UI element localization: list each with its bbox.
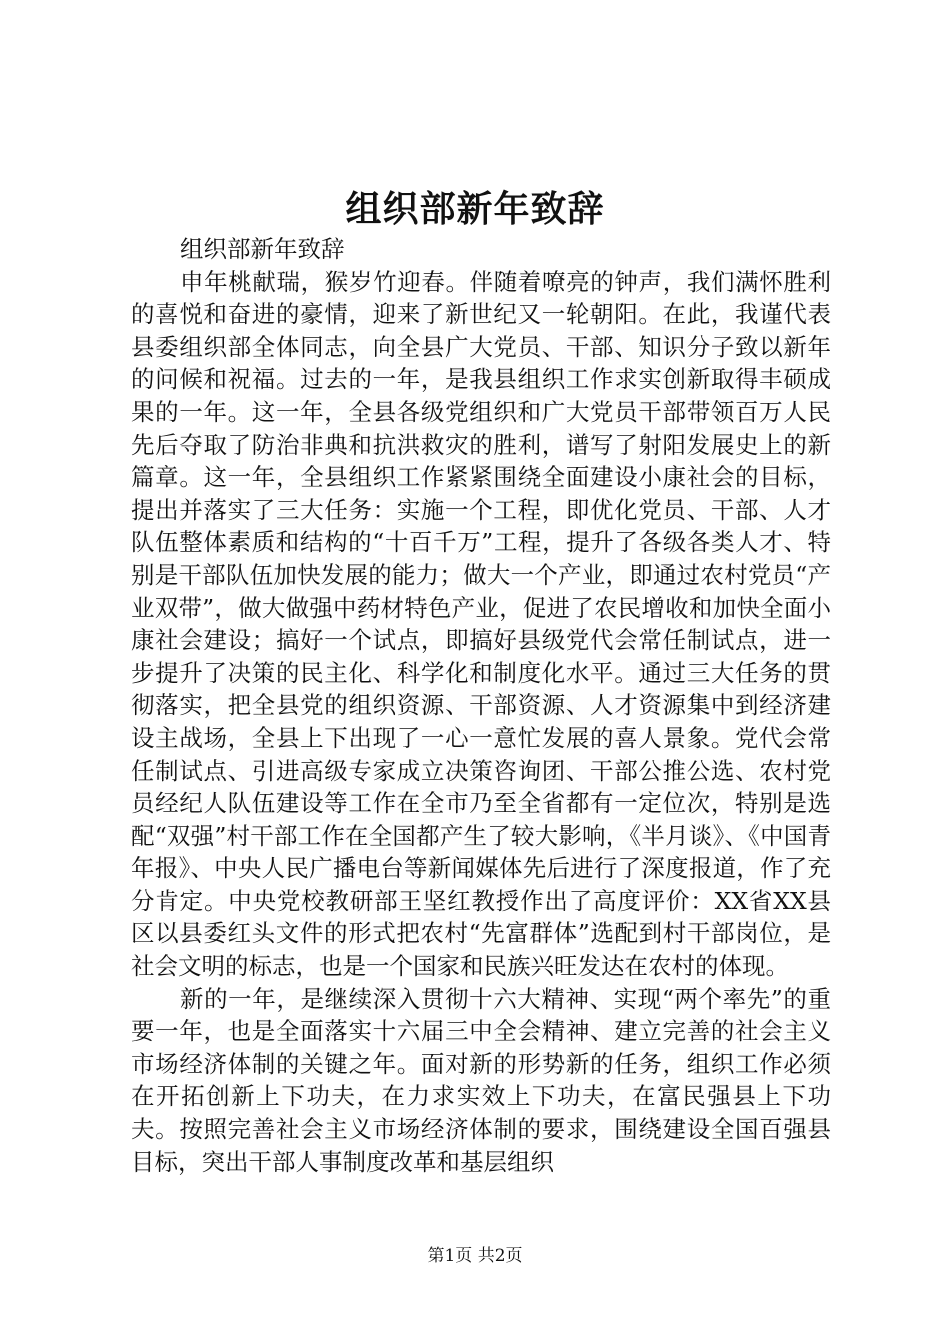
paragraph-2: 新的一年，是继续深入贯彻十六大精神、实现“两个率先”的重要一年，也是全面落实十六届三中全会精神、建立完善的社会主义市场经济体制的关键之年。面对新的形势新的任务，组织工作必须在开拓创新上下功夫，在力求实效上下功夫，在富民强县上下功夫。按照完善社会主义市场经济体制的要求，围绕建设全国百强县目标，突出干部人事制度改革和基层组织 <box>131 984 831 1176</box>
page-footer: 第1页 共2页 <box>427 1246 523 1266</box>
paragraph-1: 申年桃献瑞，猴岁竹迎春。伴随着嘹亮的钟声，我们满怀胜利的喜悦和奋进的豪情，迎来了新世纪又一轮朝阳。在此，我谨代表县委组织部全体同志，向全县广大党员、干部、知识分子致以新年的问候和祝福。过去的一年，是我县组织工作求实创新取得丰硕成果的一年。这一年，全县各级党组织和广大党员干部带领百万人民先后夺取了防治非典和抗洪救灾的胜利，谱写了射阳发展史上的新篇章。这一年，全县组织工作紧紧围绕全面建设小康社会的目标，提出并落实了三大任务：实施一个工程，即优化党员、干部、人才队伍整体素质和结构的“十百千万”工程，提升了各级各类人才、特别是干部队伍加快发展的能力；做大一个产业，即通过农村党员“产业双带”，做大做强中药材特色产业，促进了农民增收和加快全面小康社会建设；搞好一个试点，即搞好县级党代会常任制试点，进一步提升了决策的民主化、科学化和制度化水平。通过三大任务的贯彻落实，把全县党的组织资源、干部资源、人才资源集中到经济建设主战场，全县上下出现了一心一意忙发展的喜人景象。党代会常任制试点、引进高级专家成立决策咨询团、干部公推公选、农村党员经纪人队伍建设等工作在全市乃至全省都有一定位次，特别是选配“双强”村干部工作在全国都产生了较大影响，《半月谈》、《中国青年报》、中央人民广播电台等新闻媒体先后进行了深度报道，作了充分肯定。中央党校教研部王坚红教授作出了高度评价：XX省XX县区以县委红头文件的形式把农村“先富群体”选配到村干部岗位，是社会文明的标志，也是一个国家和民族兴旺发达在农村的体现。 <box>131 267 831 981</box>
document-subtitle: 组织部新年致辞 <box>180 235 345 263</box>
document-title: 组织部新年致辞 <box>345 188 605 230</box>
document-body <box>131 233 831 1178</box>
